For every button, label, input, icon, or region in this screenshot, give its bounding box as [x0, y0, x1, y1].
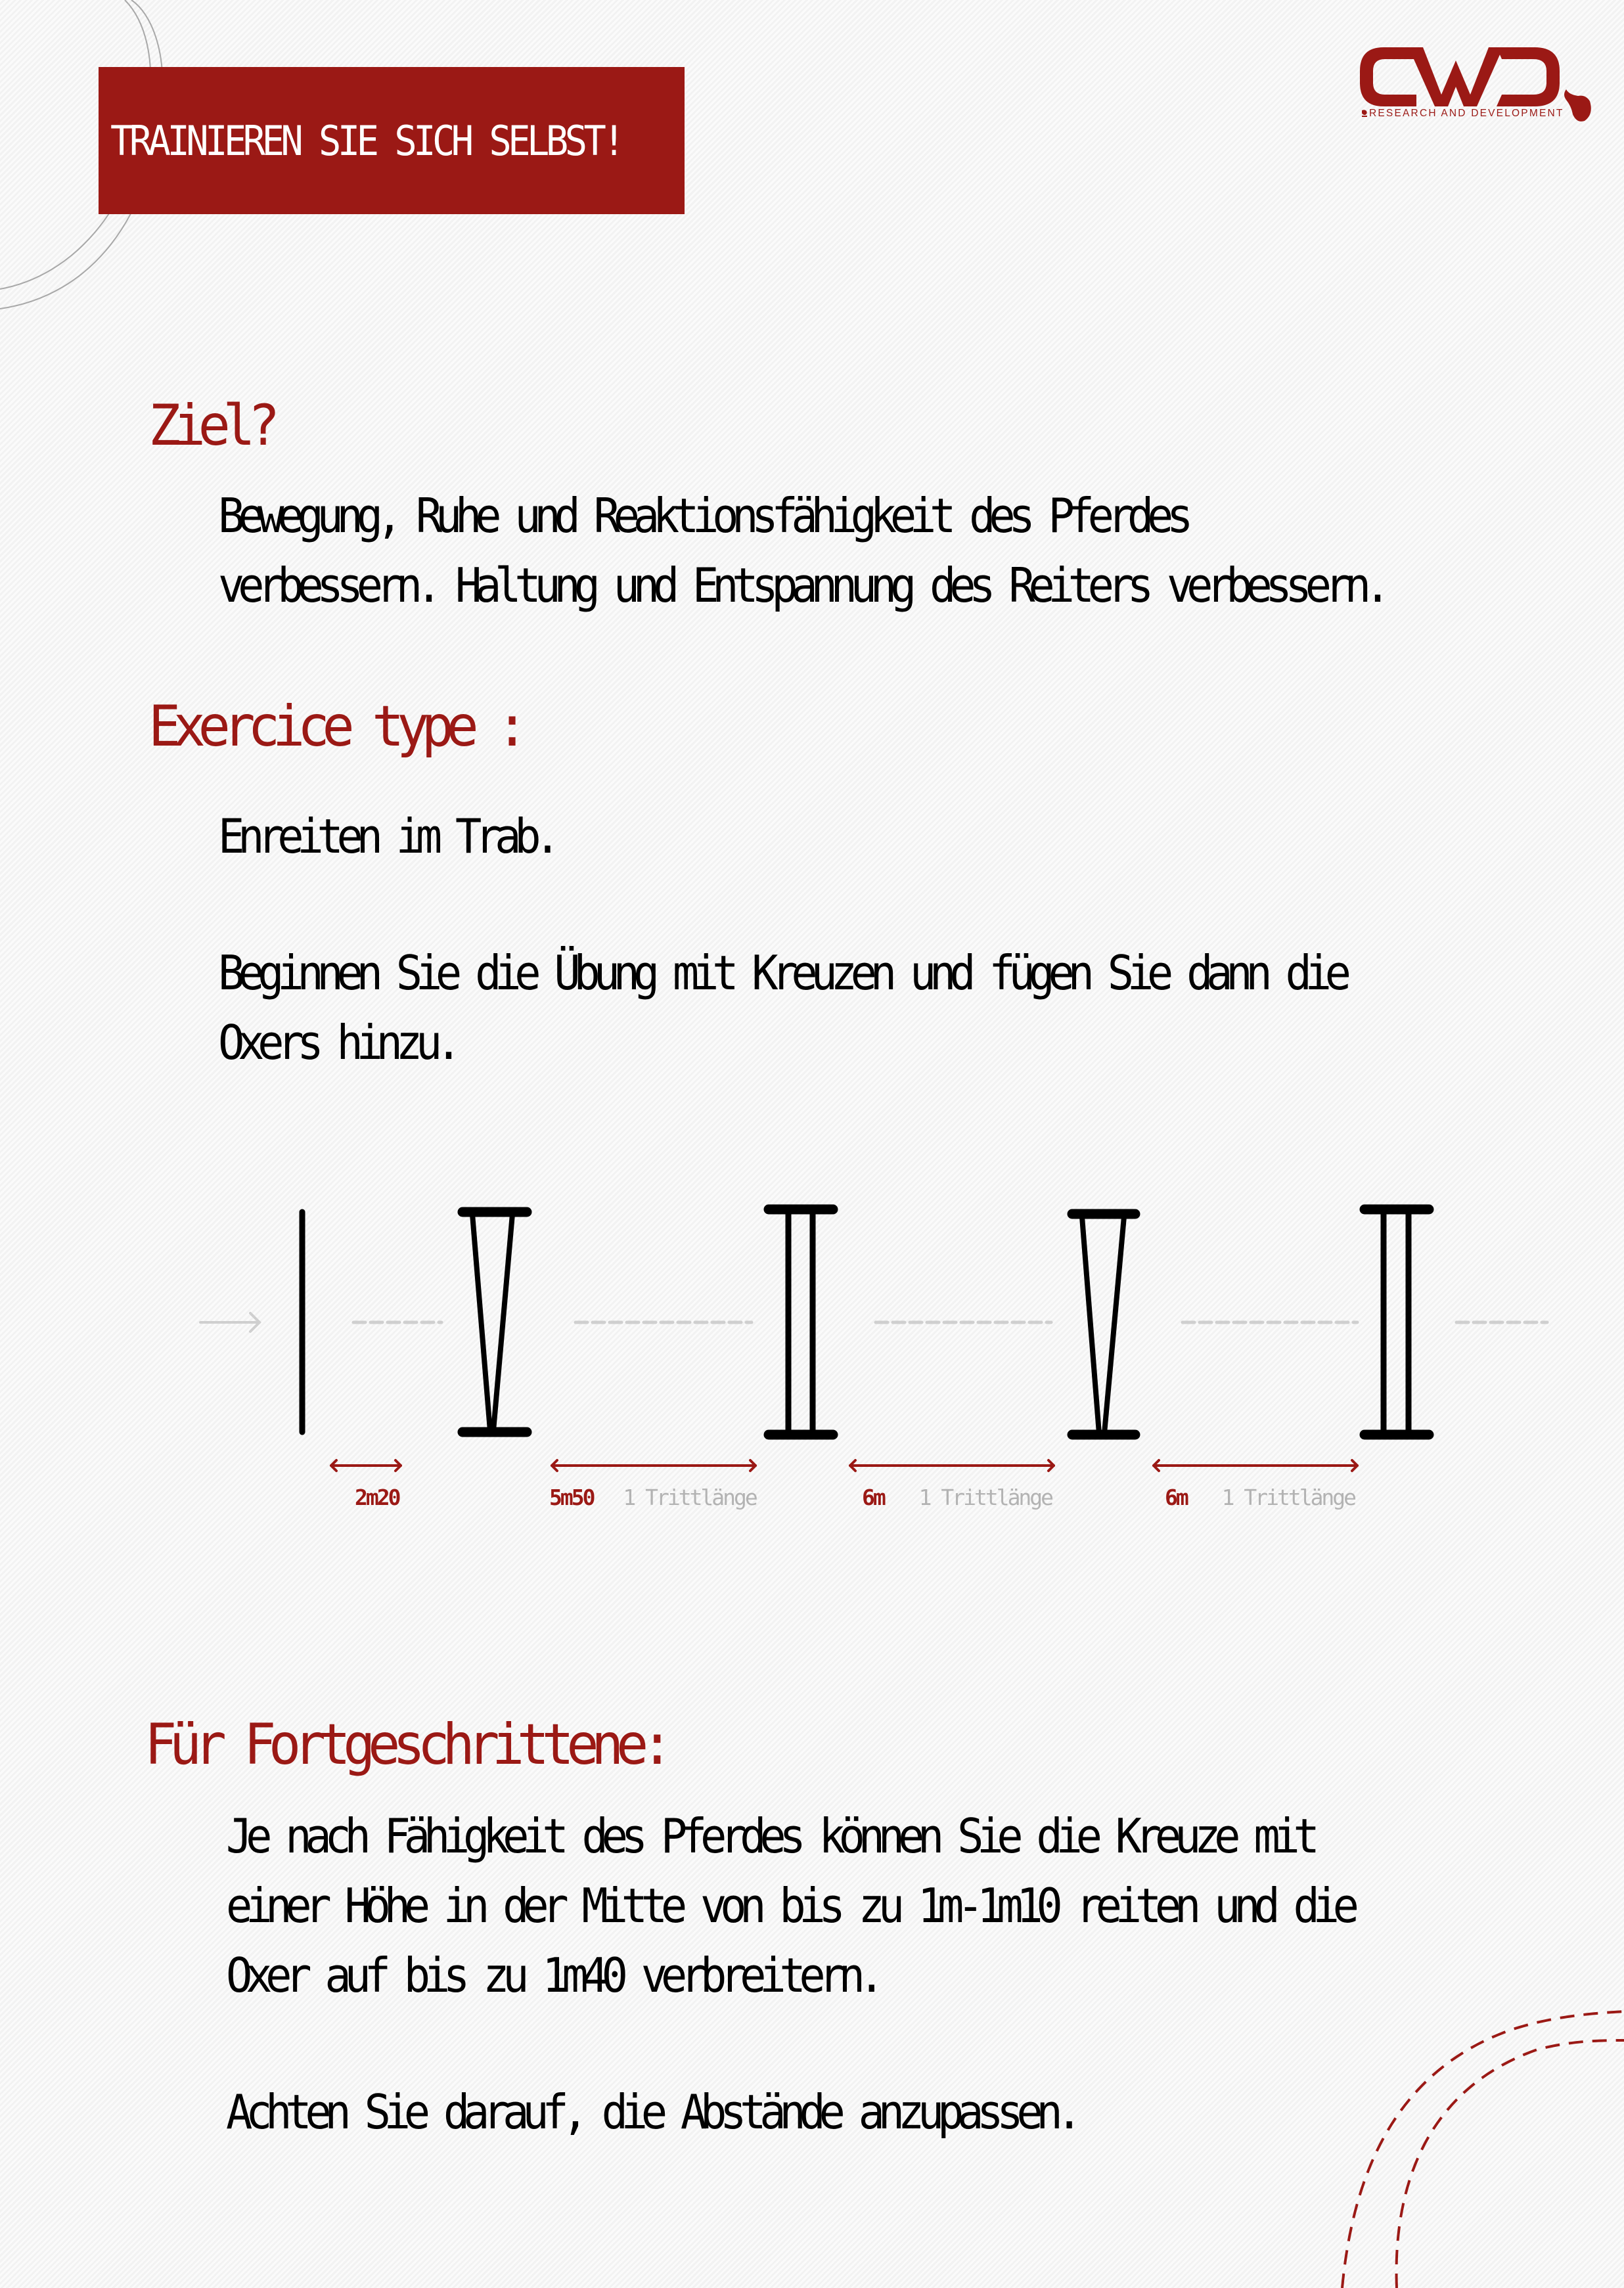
distance-note: 1 Trittlänge — [918, 1485, 1052, 1510]
distance-label-3 — [862, 1485, 1052, 1510]
exercise-text — [218, 938, 1345, 1077]
distance-label-4 — [1165, 1485, 1355, 1510]
distance-value: 6m — [1165, 1485, 1187, 1510]
distance-value: 5m50 — [549, 1485, 594, 1510]
distance-label-1 — [355, 1485, 399, 1510]
heading-advanced: Für Fortgeschrittene: — [145, 1712, 666, 1778]
advanced-text — [226, 1801, 1353, 2010]
obstacle-cross-1 — [462, 1212, 527, 1432]
distance-note: 1 Trittlänge — [623, 1485, 756, 1510]
distance-note: 1 Trittlänge — [1221, 1485, 1355, 1510]
distance-arrow-4 — [1154, 1460, 1357, 1471]
distance-arrow-3 — [850, 1460, 1054, 1471]
exercise-line-2: Oxers hinzu. — [218, 1015, 455, 1070]
title-banner — [99, 67, 685, 214]
advanced-line-1: Je nach Fähigkeit des Pferdes können Sie die Kreuze mit — [226, 1808, 1313, 1864]
advanced-note: Achten Sie darauf, die Abstände anzupassen. — [226, 2084, 1076, 2140]
logo-tagline: RESEARCH AND DEVELOPMENT — [1369, 108, 1564, 119]
distance-arrow-1 — [331, 1460, 401, 1471]
saddle-small-icon — [1361, 109, 1368, 118]
heading-exercise: Exercice type : — [148, 694, 521, 759]
obstacle-oxer-2 — [1365, 1209, 1429, 1435]
distance-arrow-2 — [552, 1460, 756, 1471]
goal-line-2: verbessern. Haltung und Entspannung des Reiters verbessern. — [218, 558, 1384, 613]
goal-text — [218, 481, 1384, 620]
exercise-intro: Enreiten im Trab. — [218, 809, 554, 864]
advanced-line-3: Oxer auf bis zu 1m40 verbreitern. — [226, 1948, 878, 2003]
advanced-line-2: einer Höhe in der Mitte von bis zu 1m-1m10 reiten und die — [226, 1878, 1353, 1933]
distance-value: 6m — [862, 1485, 884, 1510]
distance-label-2 — [549, 1485, 756, 1510]
arrow-right-icon — [200, 1313, 259, 1332]
goal-line-1: Bewegung, Ruhe und Reaktionsfähigkeit des Pferdes — [218, 488, 1187, 543]
heading-goal: Ziel? — [148, 393, 273, 459]
page-title: TRAINIEREN SIE SICH SELBST! — [110, 116, 622, 165]
saddle-icon — [1564, 89, 1591, 122]
exercise-line-1: Beginnen Sie die Übung mit Kreuzen und fügen Sie dann die — [218, 945, 1345, 1000]
distance-value: 2m20 — [355, 1485, 399, 1510]
obstacle-cross-2 — [1072, 1214, 1135, 1435]
jump-grid-diagram — [0, 1169, 1624, 1537]
obstacle-oxer-1 — [769, 1209, 833, 1435]
